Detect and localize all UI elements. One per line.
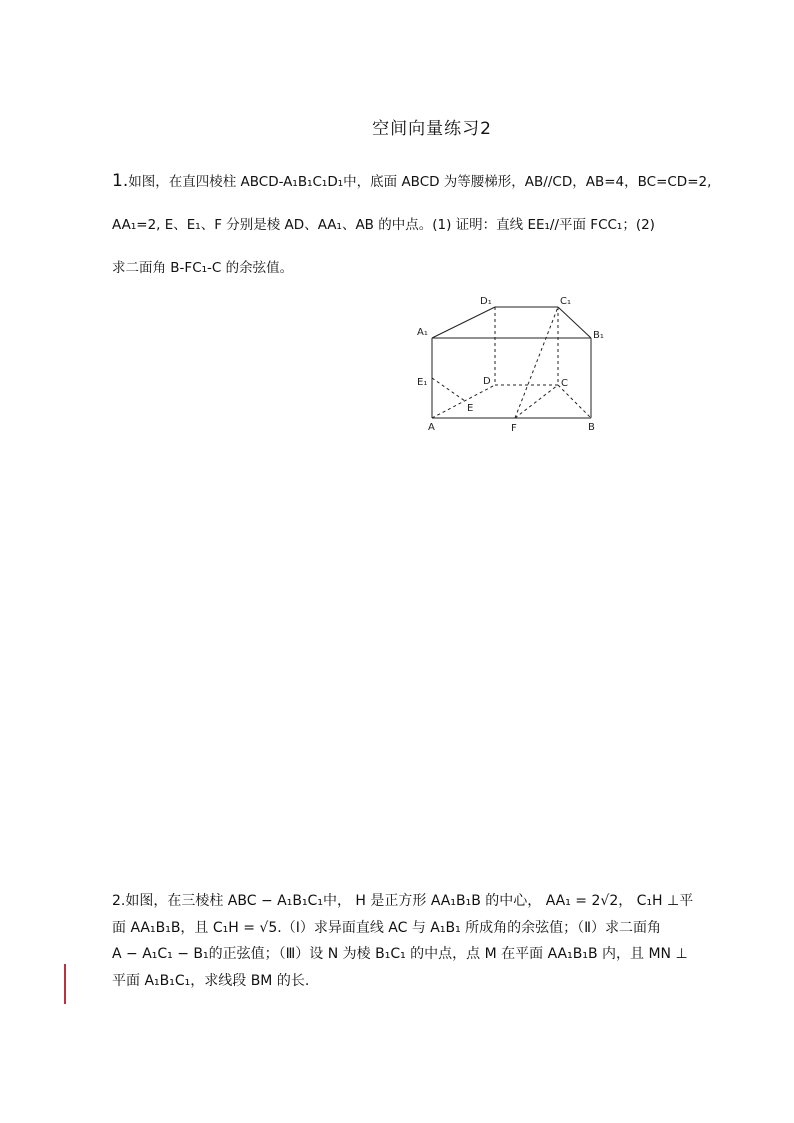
problem2-line4: 平面 A₁B₁C₁，求线段 BM 的长. <box>112 973 310 989</box>
problem1-text-1: 如图，在直四棱柱 ABCD-A₁B₁C₁D₁中，底面 ABCD 为等腰梯形，AB//CD，AB=4，BC=CD=2, <box>128 174 712 190</box>
label-D: D <box>483 376 491 387</box>
problem1-line1 <box>112 170 712 191</box>
segment-FC1 <box>515 307 558 418</box>
label-E1: E₁ <box>417 377 428 388</box>
problem2-line1: 2.如图，在三棱柱 ABC − A₁B₁C₁中， H 是正方形 AA₁B₁B 的中心， AA₁ = 2√2， C₁H ⊥平 <box>112 893 694 909</box>
label-A1: A₁ <box>417 327 428 338</box>
label-B1: B₁ <box>593 330 604 341</box>
edge-CB <box>558 385 591 418</box>
problem2-line3: A − A₁C₁ − B₁的正弦值；（Ⅲ）设 N 为棱 B₁C₁ 的中点，点 M 在平面 AA₁B₁B 内，且 MN ⊥ <box>112 946 688 962</box>
margin-marker <box>64 964 66 1004</box>
label-C: C <box>561 378 568 389</box>
problem1-line2: AA₁=2, E、E₁、F 分别是棱 AD、AA₁、AB 的中点。(1) 证明：直线 EE₁//平面 FCC₁；(2) <box>112 217 655 233</box>
label-D1: D₁ <box>480 296 492 307</box>
page-title: 空间向量练习2 <box>372 119 492 139</box>
problem1-line3: 求二面角 B-FC₁-C 的余弦值。 <box>112 260 294 276</box>
label-F: F <box>511 423 517 434</box>
edge-AD <box>432 385 495 418</box>
segment-E1E <box>432 378 465 401</box>
prism-diagram <box>410 290 620 435</box>
edge-A1D1 <box>432 307 495 338</box>
problem1-number: 1. <box>112 171 129 191</box>
label-C1: C₁ <box>560 296 571 307</box>
edge-C1B1 <box>558 307 591 338</box>
label-B: B <box>588 422 595 433</box>
label-E: E <box>467 403 474 414</box>
problem2-line2: 面 AA₁B₁B，且 C₁H = √5.（Ⅰ）求异面直线 AC 与 A₁B₁ 所成角的余弦值；（Ⅱ）求二面角 <box>112 920 662 936</box>
segment-FC <box>515 385 558 418</box>
prism-figure <box>410 290 620 435</box>
label-A: A <box>428 422 435 433</box>
